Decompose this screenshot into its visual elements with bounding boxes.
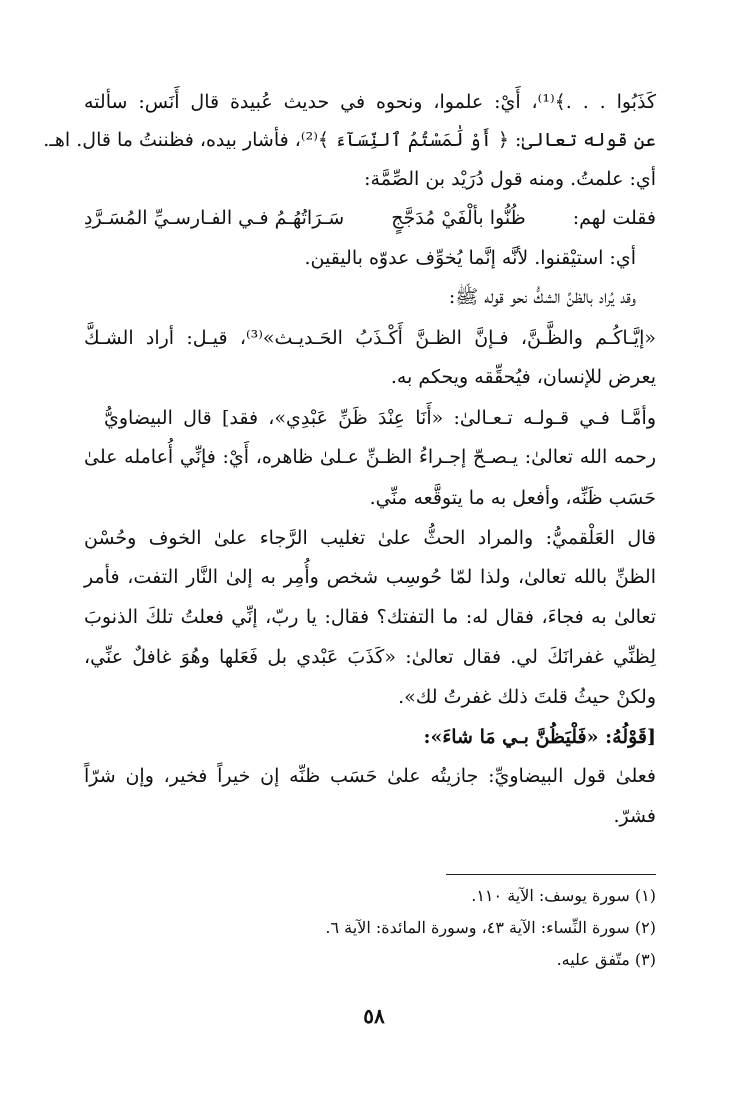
text-line-14: تعالىٰ به فجاءَ، فقال له: ما التفتك؟ فقال: يا ربّ، إنِّي فعلتُ تلكَ الذنوبَ	[84, 606, 656, 628]
text-line-18: فعلىٰ قول البيضاويِّ: جازيتُه علىٰ حَسَب ظنِّه إن خيراً فخير، وإن شرّاً	[84, 765, 656, 787]
footnote-1: (١) سورة يوسف: الآية ١١٠.	[471, 886, 656, 905]
footnote-2: (٢) سورة النِّساء: الآية ٤٣، وسورة المائدة: الآية ٦.	[325, 918, 656, 937]
verse-prefix: فقلت لهم:	[572, 207, 656, 229]
poetry-verse	[84, 204, 656, 232]
text-line-5: أي: استيْقنوا. لأنَّه إنَّما يُخوِّف عدوّه باليقين.	[304, 247, 636, 269]
text-line-11: حَسَب ظَنِّه، وأفعل به ما يتوقَّعه منِّي.	[369, 487, 656, 509]
footnote-3: (٣) متّفق عليه.	[556, 950, 656, 969]
text-line-2: عن قوله تعالىٰ: ﴿ أَوْ لَٰمَسْتُمُ ٱلنِّسَآءَ ﴾⁽²⁾، فأشار بيده، فظننتُ ما قال. اهـ.	[43, 129, 656, 151]
page-number: ٥٨	[363, 1004, 385, 1028]
text-line-9: وأمَّـا فـي قـولـه تـعـالىٰ: «أَنَا عِنْدَ ظَنِّ عَبْدِي»، فقد] قال البيضاويُّ	[104, 407, 656, 429]
text-line-7: «إيَّـاكُـم والظَّـنَّ، فـإنَّ الظـنَّ أَكْـذَبُ الحَـديـث»⁽³⁾، قيـل: أراد الشـكَّ	[84, 327, 656, 349]
text-line-19: فشرّ.	[613, 805, 656, 827]
verse-hemistich-2: سَـرَاتُهُـمُ فـي الفـارسـيِّ المُسَـرَّدِ	[84, 207, 345, 229]
text-line-15: لِظنِّي غفرانَكَ لي. فقال تعالىٰ: «كَذَبَ عَبْدي بل فَعَلها وهُوَ غافلٌ عنِّي،	[84, 646, 656, 668]
section-heading: [قَوْلُهُ: «فَلْيَظُنَّ بـي مَا شاءَ»:	[423, 726, 656, 748]
text-line-10: رحمه الله تعالىٰ: يـصـحّ إجـراءُ الظـنِّ عـلىٰ ظاهره، أَيْ: فإنِّي أُعامله علىٰ	[84, 446, 656, 468]
text-line-1: كَذَبُوا . . .﴾⁽¹⁾، أَيْ: علموا، ونحوه في حديث عُبيدة قال أَنَس: سألته	[84, 91, 656, 113]
text-line-12: قال العَلْقميُّ: والمراد الحثُّ علىٰ تغليب الرَّجاء علىٰ الخوف وحُسْن	[84, 527, 656, 549]
verse-hemistich-1: ظُنُّوا بألْفَيْ مُدَجَّجٍ	[391, 207, 526, 229]
text-line-8: يعرض للإنسان، فيُحقِّقه ويحكم به.	[390, 366, 656, 388]
text-line-13: الظنِّ بالله تعالىٰ، ولذا لمّا حُوسِب شخص وأُمِر به إلىٰ النَّار التفت، فأمر	[84, 566, 656, 588]
text-line-6: وقد يُراد بالظنِّ الشكُّ نحو قوله ﷺ:	[448, 286, 636, 308]
text-line-16: ولكنْ حيثُ قلتَ ذلك غفرتُ لك».	[398, 686, 656, 708]
footnote-divider	[446, 874, 656, 875]
text-line-3: أي: علمتُ. ومنه قول دُرَيْد بن الصِّمَّة:	[364, 168, 656, 190]
